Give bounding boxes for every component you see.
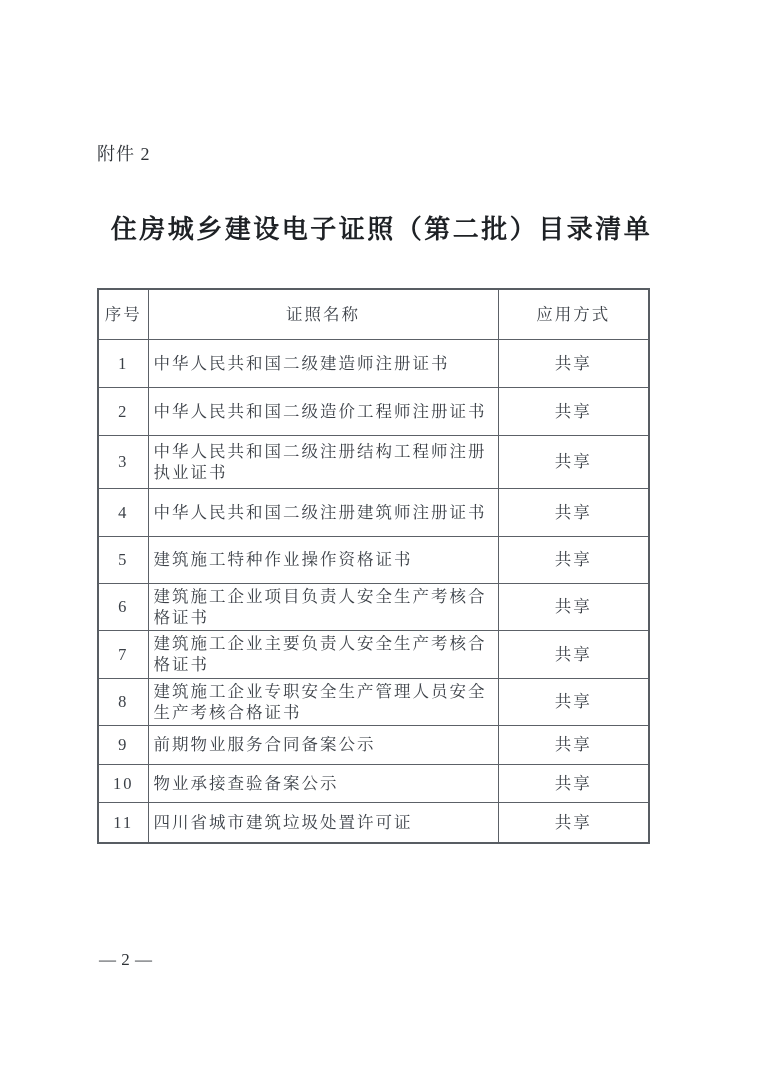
application-mode-cell: 共享: [498, 764, 649, 802]
page-number: — 2 —: [99, 950, 153, 969]
certificate-name-cell: 建筑施工企业主要负责人安全生产考核合格证书: [148, 630, 498, 678]
table-header-row: [98, 289, 649, 339]
certificate-name-cell: 建筑施工特种作业操作资格证书: [148, 536, 498, 583]
row-number-cell: 11: [98, 802, 148, 843]
row-number-cell: 10: [98, 764, 148, 802]
application-mode-cell: 共享: [498, 339, 649, 387]
table-row: [98, 536, 649, 583]
row-number-cell: 1: [98, 339, 148, 387]
row-number-cell: 7: [98, 630, 148, 678]
table-row: [98, 630, 649, 678]
row-number-cell: 2: [98, 387, 148, 435]
row-number-cell: 9: [98, 725, 148, 764]
certificate-name-cell: 中华人民共和国二级注册建筑师注册证书: [148, 488, 498, 536]
header-certificate-name: 证照名称: [148, 289, 498, 339]
attachment-label: 附件 2: [97, 144, 151, 164]
application-mode-cell: 共享: [498, 678, 649, 725]
application-mode-cell: 共享: [498, 387, 649, 435]
document-title: 住房城乡建设电子证照（第二批）目录清单: [110, 215, 653, 244]
header-application-mode: 应用方式: [498, 289, 649, 339]
certificate-name-cell: 前期物业服务合同备案公示: [148, 725, 498, 764]
row-number-cell: 4: [98, 488, 148, 536]
application-mode-cell: 共享: [498, 630, 649, 678]
table-row: [98, 387, 649, 435]
certificate-name-cell: 建筑施工企业项目负责人安全生产考核合格证书: [148, 583, 498, 630]
table-row: [98, 678, 649, 725]
certificate-name-cell: 四川省城市建筑垃圾处置许可证: [148, 802, 498, 843]
row-number-cell: 3: [98, 435, 148, 488]
application-mode-cell: 共享: [498, 488, 649, 536]
table-row: [98, 488, 649, 536]
application-mode-cell: 共享: [498, 583, 649, 630]
table-row: [98, 339, 649, 387]
certificate-name-cell: 建筑施工企业专职安全生产管理人员安全生产考核合格证书: [148, 678, 498, 725]
header-row-number: 序号: [98, 289, 148, 339]
certificate-name-cell: 中华人民共和国二级造价工程师注册证书: [148, 387, 498, 435]
row-number-cell: 5: [98, 536, 148, 583]
certificate-name-cell: 中华人民共和国二级建造师注册证书: [148, 339, 498, 387]
table-row: [98, 802, 649, 843]
application-mode-cell: 共享: [498, 435, 649, 488]
table-row: [98, 725, 649, 764]
application-mode-cell: 共享: [498, 536, 649, 583]
certificate-name-cell: 物业承接查验备案公示: [148, 764, 498, 802]
certificate-table: [97, 288, 650, 844]
row-number-cell: 6: [98, 583, 148, 630]
table-row: [98, 435, 649, 488]
table-row: [98, 583, 649, 630]
application-mode-cell: 共享: [498, 725, 649, 764]
row-number-cell: 8: [98, 678, 148, 725]
application-mode-cell: 共享: [498, 802, 649, 843]
certificate-name-cell: 中华人民共和国二级注册结构工程师注册执业证书: [148, 435, 498, 488]
table-row: [98, 764, 649, 802]
